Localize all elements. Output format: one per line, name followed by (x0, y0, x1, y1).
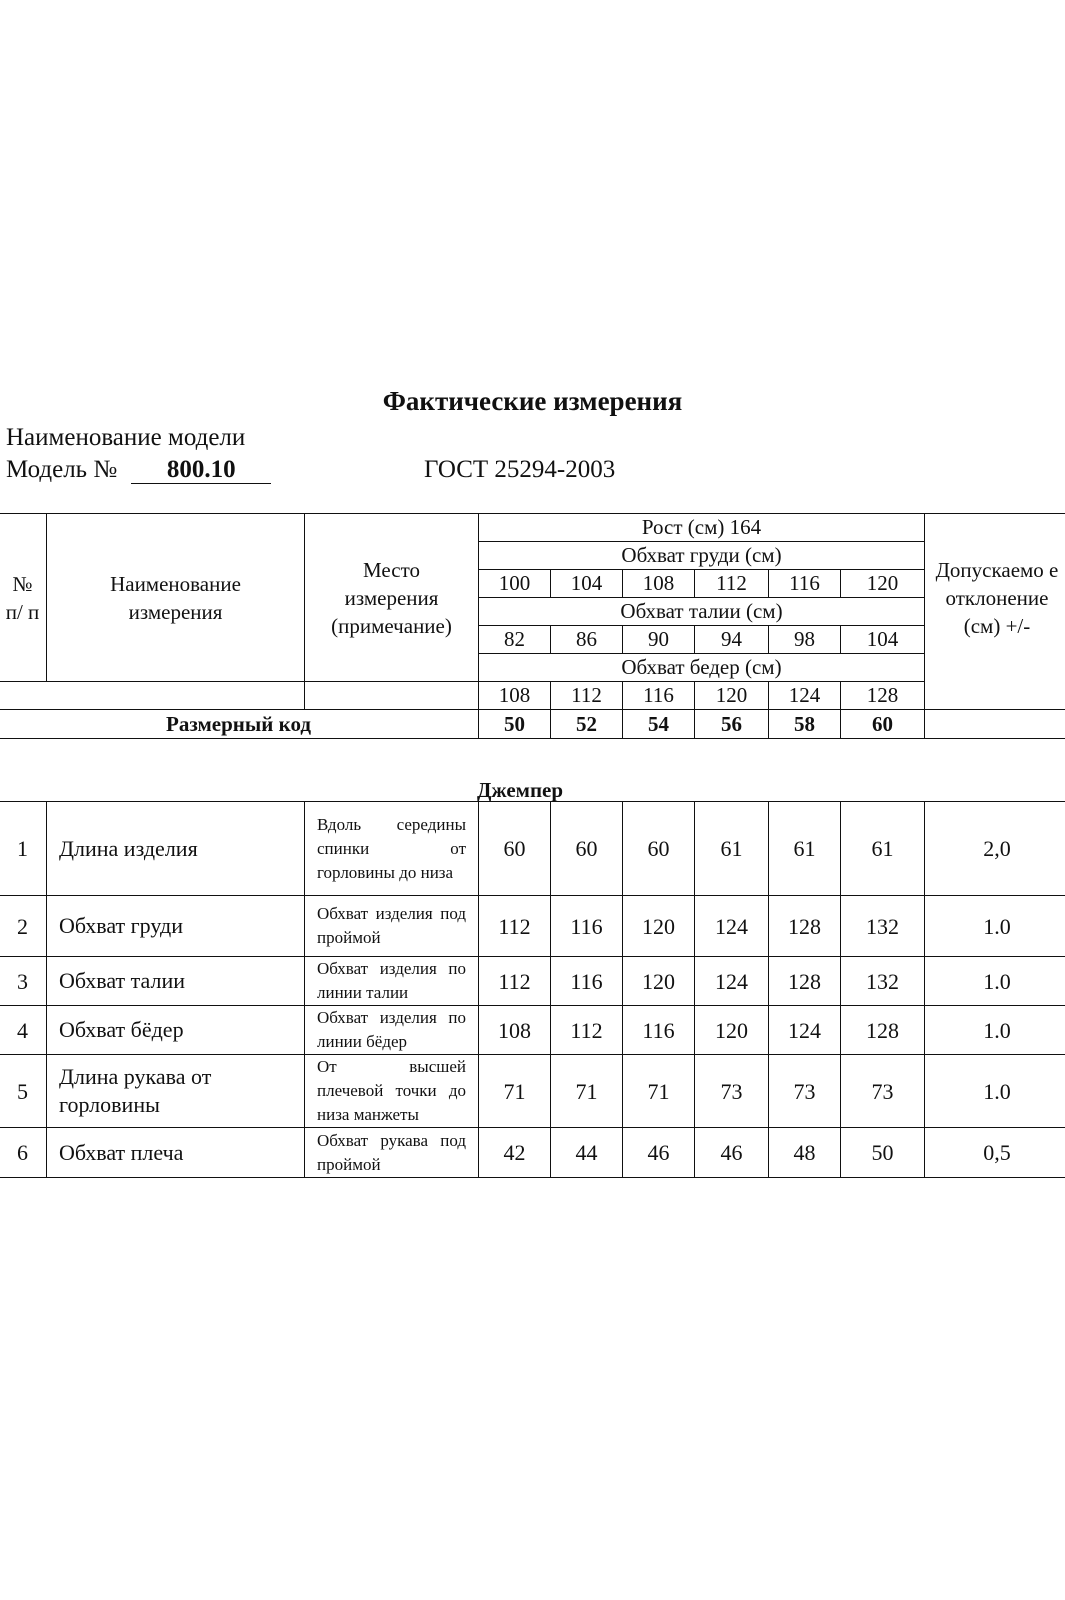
blank-cell (47, 682, 305, 710)
value-cell: 128 (841, 1006, 925, 1055)
tolerance-cell: 1.0 (925, 1055, 1065, 1128)
measurement-name: Длина рукава от горловины (47, 1055, 305, 1128)
tolerance-top-cell (925, 514, 1065, 542)
value-cell: 116 (623, 1006, 695, 1055)
value-cell: 116 (551, 957, 623, 1006)
gost-standard: ГОСТ 25294-2003 (424, 456, 616, 483)
tolerance-bottom-cell (925, 654, 1065, 710)
size-code-cell: 52 (551, 710, 623, 739)
hips-cell: 124 (769, 682, 841, 710)
row-number: 6 (0, 1128, 47, 1178)
row-number: 5 (0, 1055, 47, 1128)
value-cell: 71 (551, 1055, 623, 1128)
row-number: 2 (0, 896, 47, 957)
measurement-note: Обхват рукава под проймой (305, 1128, 479, 1178)
value-cell: 112 (479, 957, 551, 1006)
chest-cell: 112 (695, 570, 769, 598)
value-cell: 50 (841, 1128, 925, 1178)
hips-cell: 112 (551, 682, 623, 710)
waist-label: Обхват талии (см) (479, 598, 925, 626)
page-title: Фактические измерения (382, 386, 683, 416)
hips-cell: 128 (841, 682, 925, 710)
measurements-table (0, 801, 1065, 1178)
size-code-cell: 54 (623, 710, 695, 739)
section-title: Джемпер (476, 778, 564, 802)
table-row (0, 896, 1065, 957)
value-cell: 112 (479, 896, 551, 957)
waist-cell: 90 (623, 626, 695, 654)
value-cell: 124 (769, 1006, 841, 1055)
tolerance-cell: 1.0 (925, 957, 1065, 1006)
size-code-cell: 56 (695, 710, 769, 739)
tolerance-cell: 1.0 (925, 1006, 1065, 1055)
blank-cell (0, 682, 47, 710)
value-cell: 61 (695, 802, 769, 896)
value-cell: 120 (623, 957, 695, 1006)
blank-cell (305, 682, 479, 710)
measurement-note: Обхват изделия под проймой (305, 896, 479, 957)
size-code-tolerance-cell (925, 710, 1065, 739)
model-name-label: Наименование модели (6, 424, 246, 451)
chest-cell: 100 (479, 570, 551, 598)
value-cell: 44 (551, 1128, 623, 1178)
size-code-cell: 60 (841, 710, 925, 739)
value-cell: 48 (769, 1128, 841, 1178)
value-cell: 73 (841, 1055, 925, 1128)
hips-cell: 108 (479, 682, 551, 710)
size-code-cell: 50 (479, 710, 551, 739)
value-cell: 128 (769, 957, 841, 1006)
hips-cell: 120 (695, 682, 769, 710)
measurement-note: От высшей плечевой точки до низа манжеты (305, 1055, 479, 1128)
value-cell: 60 (623, 802, 695, 896)
value-cell: 120 (623, 896, 695, 957)
value-cell: 60 (479, 802, 551, 896)
size-header-table (0, 513, 1065, 739)
col-no-header: № п/ п (0, 514, 47, 682)
value-cell: 73 (695, 1055, 769, 1128)
value-cell: 112 (551, 1006, 623, 1055)
tolerance-header: Допускаемо е отклонение (см) +/- (925, 542, 1065, 654)
value-cell: 61 (769, 802, 841, 896)
value-cell: 124 (695, 957, 769, 1006)
value-cell: 60 (551, 802, 623, 896)
model-number-line (6, 456, 271, 484)
value-cell: 120 (695, 1006, 769, 1055)
chest-cell: 120 (841, 570, 925, 598)
waist-cell: 82 (479, 626, 551, 654)
chest-cell: 116 (769, 570, 841, 598)
size-code-cell: 58 (769, 710, 841, 739)
value-cell: 108 (479, 1006, 551, 1055)
size-code-label: Размерный код (0, 710, 479, 739)
table-row (0, 1055, 1065, 1128)
model-no-label: Модель № (6, 456, 118, 483)
measurement-name: Длина изделия (47, 802, 305, 896)
model-number: 800.10 (131, 457, 271, 484)
value-cell: 61 (841, 802, 925, 896)
chest-cell: 104 (551, 570, 623, 598)
table-row (0, 957, 1065, 1006)
measurement-name: Обхват бёдер (47, 1006, 305, 1055)
waist-cell: 98 (769, 626, 841, 654)
value-cell: 132 (841, 957, 925, 1006)
col-name-header: Наименование измерения (47, 514, 305, 682)
hips-cell: 116 (623, 682, 695, 710)
row-number: 4 (0, 1006, 47, 1055)
tolerance-cell: 2,0 (925, 802, 1065, 896)
measurement-note: Вдоль середины спинки от горловины до низа (305, 802, 479, 896)
chest-cell: 108 (623, 570, 695, 598)
measurement-name: Обхват талии (47, 957, 305, 1006)
value-cell: 71 (623, 1055, 695, 1128)
value-cell: 73 (769, 1055, 841, 1128)
measurement-name: Обхват груди (47, 896, 305, 957)
waist-cell: 94 (695, 626, 769, 654)
value-cell: 124 (695, 896, 769, 957)
table-row (0, 1128, 1065, 1178)
value-cell: 132 (841, 896, 925, 957)
table-row (0, 802, 1065, 896)
value-cell: 42 (479, 1128, 551, 1178)
height-header: Рост (см) 164 (479, 514, 925, 542)
waist-cell: 86 (551, 626, 623, 654)
measurement-note: Обхват изделия по линии талии (305, 957, 479, 1006)
row-number: 1 (0, 802, 47, 896)
measurement-name: Обхват плеча (47, 1128, 305, 1178)
tolerance-cell: 1.0 (925, 896, 1065, 957)
chest-label: Обхват груди (см) (479, 542, 925, 570)
value-cell: 46 (623, 1128, 695, 1178)
tolerance-cell: 0,5 (925, 1128, 1065, 1178)
value-cell: 128 (769, 896, 841, 957)
row-number: 3 (0, 957, 47, 1006)
value-cell: 71 (479, 1055, 551, 1128)
hips-label: Обхват бедер (см) (479, 654, 925, 682)
table-row (0, 1006, 1065, 1055)
waist-cell: 104 (841, 626, 925, 654)
value-cell: 116 (551, 896, 623, 957)
value-cell: 46 (695, 1128, 769, 1178)
measurement-note: Обхват изделия по линии бёдер (305, 1006, 479, 1055)
col-place-header: Место измерения (примечание) (305, 514, 479, 682)
